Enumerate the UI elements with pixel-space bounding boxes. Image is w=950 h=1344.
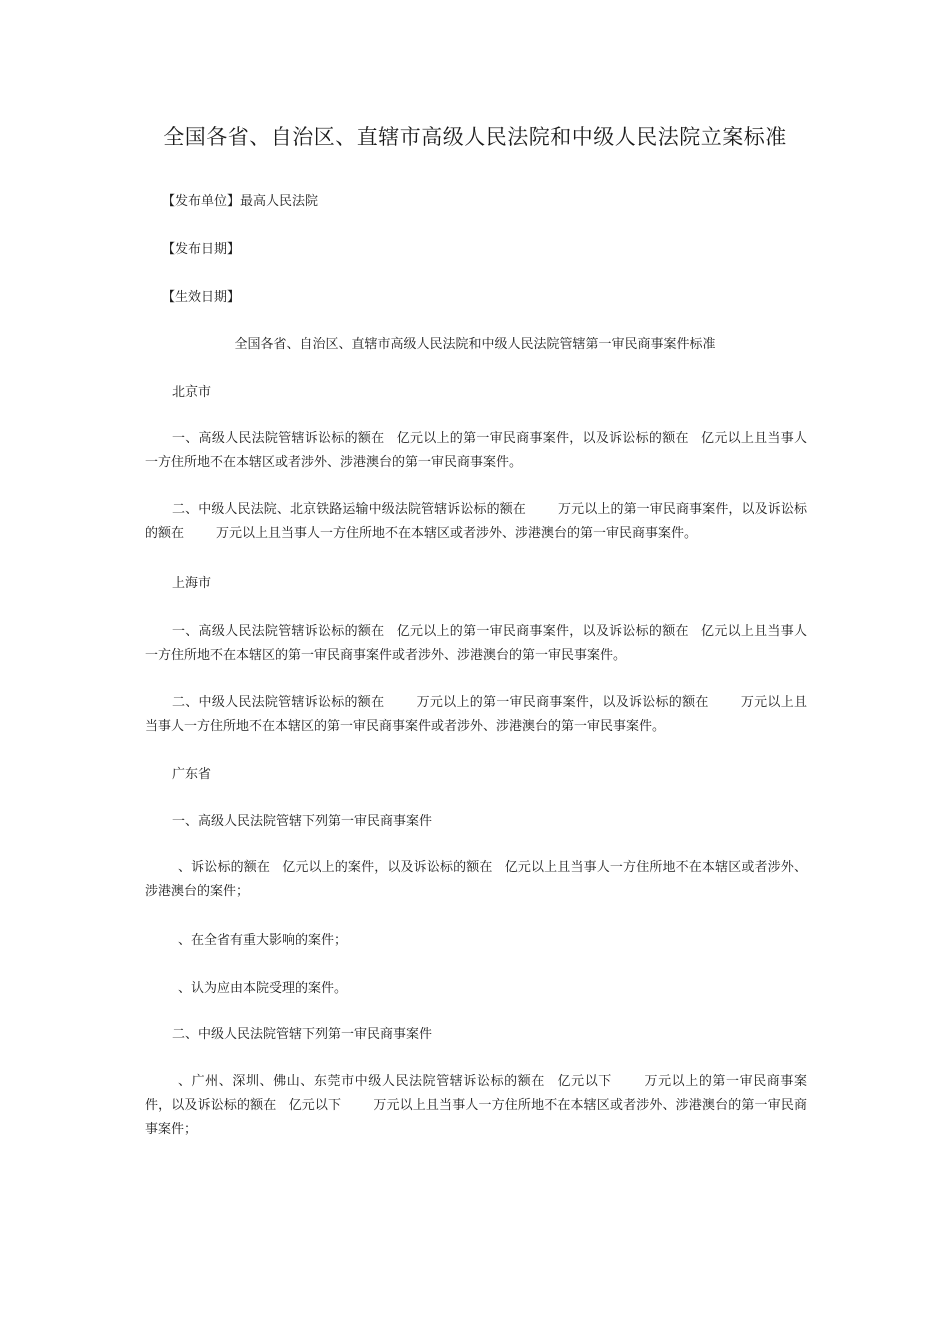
text-fragment: 亿元以下	[288, 1098, 342, 1113]
guangdong-item-1-3: 、认为应由本院受理的案件。	[178, 981, 348, 996]
document-subtitle: 全国各省、自治区、直辖市高级人民法院和中级人民法院管辖第一审民商事案件标准	[234, 337, 716, 352]
text-fragment: 亿元以上的案件，以及诉讼标的额在	[282, 860, 493, 875]
text-fragment: 万元以上且当事人一方住所地不在本辖区或者涉外、涉港澳台的第一审民商事案件；	[145, 1098, 807, 1137]
text-fragment: 万元以上的第一审民商事案件，以及诉讼标的额在	[416, 695, 709, 710]
shanghai-paragraph-2	[145, 691, 807, 739]
beijing-paragraph-2	[145, 498, 807, 546]
guangdong-item-1-2: 、在全省有重大影响的案件；	[178, 933, 348, 948]
shanghai-paragraph-1	[145, 620, 807, 668]
text-fragment: 万元以上的第一审民商事案件，以及诉讼标的额在	[145, 1074, 807, 1113]
text-fragment: 万元以上且当事人一方住所地不在本辖区的第一审民商事案件或者涉外、涉港澳台的第一审民事案件。	[145, 695, 807, 734]
text-fragment: 亿元以上的第一审民商事案件，以及诉讼标的额在	[396, 431, 689, 446]
guangdong-item-1-1	[145, 856, 807, 904]
text-fragment: 亿元以上的第一审民商事案件，以及诉讼标的额在	[396, 624, 689, 639]
text-fragment: 、诉讼标的额在	[178, 860, 271, 875]
document-title: 全国各省、自治区、直辖市高级人民法院和中级人民法院立案标准	[163, 125, 787, 149]
guangdong-section-2-heading: 二、中级人民法院管辖下列第一审民商事案件	[172, 1027, 433, 1042]
text-fragment: 一、高级人民法院管辖诉讼标的额在	[172, 431, 385, 446]
text-fragment: 万元以上且当事人一方住所地不在本辖区或者涉外、涉港澳台的第一审民商事案件。	[216, 526, 698, 541]
text-fragment: 二、中级人民法院管辖诉讼标的额在	[172, 695, 385, 710]
publish-date-line: 【发布日期】	[162, 242, 241, 257]
publisher-line: 【发布单位】最高人民法院	[162, 194, 319, 209]
region-heading-beijing: 北京市	[172, 385, 212, 400]
effective-date-line: 【生效日期】	[162, 290, 241, 305]
text-fragment: 亿元以上且当事人一方住所地不在本辖区或者涉外、涉港澳台的第一审民商事案件。	[145, 431, 807, 470]
text-fragment: 二、中级人民法院、北京铁路运输中级法院管辖诉讼标的额在	[172, 502, 526, 517]
text-fragment: 亿元以上且当事人一方住所地不在本辖区或者涉外、涉港澳台的案件；	[145, 860, 807, 899]
text-fragment: 万元以上的第一审民商事案件，以及诉讼标的额在	[145, 502, 807, 541]
region-heading-shanghai: 上海市	[172, 576, 212, 591]
text-fragment: 亿元以下	[556, 1074, 612, 1089]
beijing-paragraph-1	[145, 427, 807, 475]
guangdong-section-1-heading: 一、高级人民法院管辖下列第一审民商事案件	[172, 814, 433, 829]
guangdong-item-2-1	[145, 1070, 807, 1142]
text-fragment: 亿元以上且当事人一方住所地不在本辖区的第一审民商事案件或者涉外、涉港澳台的第一审民事案件。	[145, 624, 807, 663]
text-fragment: 、广州、深圳、佛山、东莞市中级人民法院管辖诉讼标的额在	[178, 1074, 545, 1089]
text-fragment: 一、高级人民法院管辖诉讼标的额在	[172, 624, 385, 639]
region-heading-guangdong: 广东省	[172, 767, 212, 782]
